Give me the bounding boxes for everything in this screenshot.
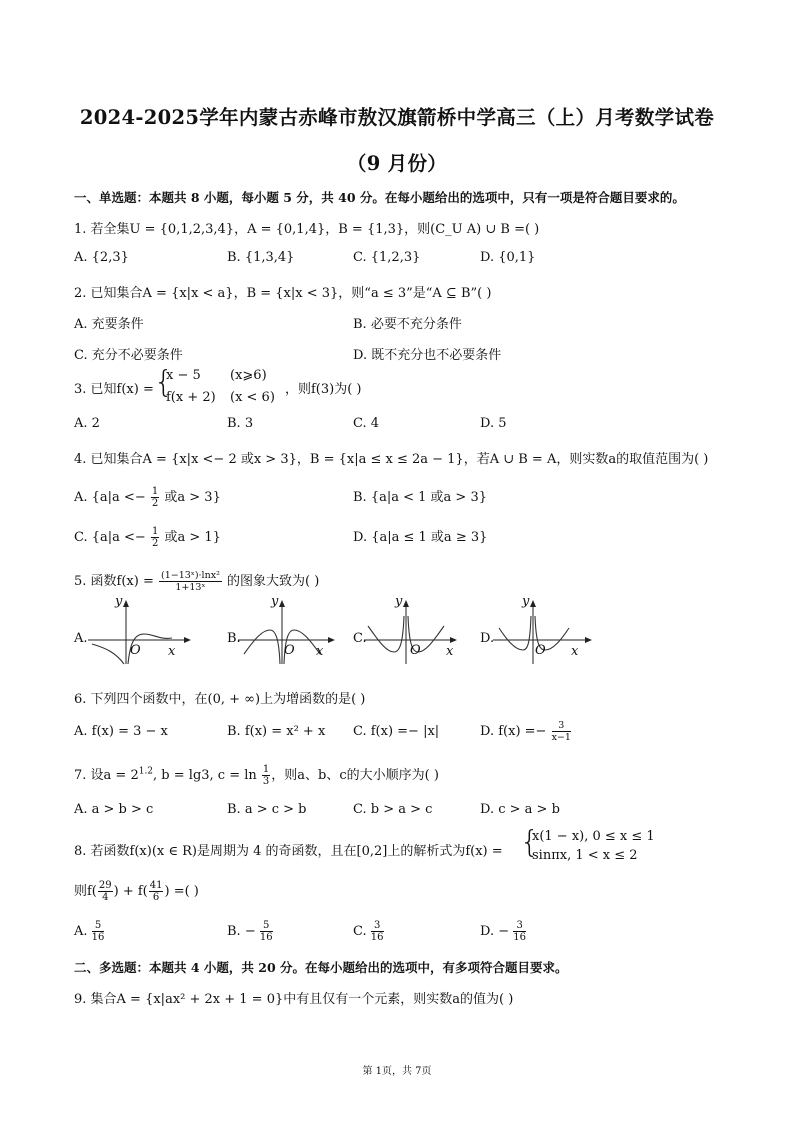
question-2-stem: 2. 已知集合A = {x|x < a}，B = {x|x < 3}，则“a ≤ 3”是“A ⊆ B”( ) xyxy=(74,286,492,301)
fraction-denominator: 1+13ˣ xyxy=(175,582,206,593)
fraction xyxy=(149,880,164,903)
q5-graph-d-label: D. xyxy=(480,631,495,646)
q3-case-2: f(x + 2) xyxy=(166,390,216,405)
fraction-numerator: 5 xyxy=(260,920,273,932)
fraction-denominator: x−1 xyxy=(551,732,571,743)
fraction xyxy=(151,486,159,509)
q2-option-b: B. 必要不充分条件 xyxy=(353,317,462,332)
curve xyxy=(499,616,531,650)
q5-a-y-label: y xyxy=(115,594,123,609)
fraction-numerator: 41 xyxy=(149,880,163,891)
fraction-numerator: 1 xyxy=(151,486,159,497)
q2-option-c: C. 充分不必要条件 xyxy=(74,348,183,363)
q3-option-a: A. 2 xyxy=(74,416,100,431)
fraction xyxy=(98,880,113,903)
x-axis-arrow xyxy=(450,637,457,643)
q1-option-d: D. {0,1} xyxy=(480,250,536,265)
fraction-denominator: 16 xyxy=(370,932,384,943)
y-axis-arrow xyxy=(279,600,285,607)
fraction-denominator: 6 xyxy=(152,892,160,903)
y-axis-arrow xyxy=(530,600,536,607)
page-footer: 第 1页，共 7页 xyxy=(362,1066,432,1077)
q3-option-d: D. 5 xyxy=(480,416,507,431)
page-title: 2024-2025学年内蒙古赤峰市敖汉旗箭桥中学高三（上）月考数学试卷 xyxy=(79,106,715,129)
fraction xyxy=(260,920,273,943)
question-1-stem: 1. 若全集U = {0,1,2,3,4}，A = {0,1,4}，B = {1,3}，则(C_U A) ∪ B =( ) xyxy=(74,222,540,237)
q8-optA-label: A. xyxy=(74,924,88,939)
q7-tail: ，则a、b、c的大小顺序为( ) xyxy=(271,768,439,783)
fraction-numerator: 3 xyxy=(371,920,384,932)
fraction-denominator: 2 xyxy=(151,538,159,549)
q7-exponent: 1.2 xyxy=(138,766,154,777)
fraction xyxy=(159,570,222,593)
question-3-lead: 3. 已知f(x) = xyxy=(74,382,154,397)
fraction xyxy=(513,920,526,943)
q2-option-a: A. 充要条件 xyxy=(74,317,144,332)
question-4-stem: 4. 已知集合A = {x|x <− 2 或x > 3}，B = {x|a ≤ x ≤ 2a − 1}，若A ∪ B = A，则实数a的取值范围为( ) xyxy=(74,452,709,467)
fraction-numerator: 1 xyxy=(151,526,159,537)
q3-tail: ，则f(3)为( ) xyxy=(285,382,362,397)
left-brace: { xyxy=(520,825,540,860)
section-heading-single-choice: 一、单选题：本题共 8 小题，每小题 5 分，共 40 分。在每小题给出的选项中，只有一项是符合题目要求的。 xyxy=(74,190,685,205)
q8-optB-label: B. − xyxy=(227,924,256,939)
curve xyxy=(368,616,404,652)
q5-d-origin: O xyxy=(535,643,546,658)
curve xyxy=(92,644,124,664)
y-axis-arrow xyxy=(403,600,409,607)
fraction-numerator: (1−13ˣ)·lnx² xyxy=(161,570,220,581)
fraction-denominator: 4 xyxy=(102,892,109,903)
q5-c-origin: O xyxy=(410,643,421,658)
q5-graph-a-label: A. xyxy=(74,631,88,646)
curve xyxy=(244,630,280,664)
q5-c-y-label: y xyxy=(395,594,403,609)
fraction-denominator: 16 xyxy=(513,932,526,943)
q4-option-a xyxy=(74,486,221,509)
fraction-numerator: 5 xyxy=(92,920,105,932)
q6-optD-pre: D. f(x) =− xyxy=(480,724,547,739)
q1-option-a: A. {2,3} xyxy=(74,250,129,265)
q6-option-a: A. f(x) = 3 − x xyxy=(74,724,168,739)
q5-graph-b-label: B. xyxy=(227,631,241,646)
q8-option-d xyxy=(480,920,526,943)
page-subtitle: （9 月份） xyxy=(346,152,448,175)
q4-optC-pre: C. {a|a <− xyxy=(74,530,146,545)
fraction-denominator: 16 xyxy=(91,932,105,943)
q7-option-a: A. a > b > c xyxy=(74,802,154,817)
q8-option-c xyxy=(353,920,384,943)
q8-case-1: x(1 − x), 0 ≤ x ≤ 1 xyxy=(532,829,655,844)
q7-option-b: B. a > c > b xyxy=(227,802,307,817)
q7-mid: , b = lg3, c = ln xyxy=(153,768,257,783)
q8-line2-mid: ) + f( xyxy=(113,884,148,899)
fraction xyxy=(262,764,270,787)
q5-b-origin: O xyxy=(284,643,295,658)
fraction-numerator: 1 xyxy=(262,764,270,775)
q7-option-d: D. c > a > b xyxy=(480,802,560,817)
q1-option-b: B. {1,3,4} xyxy=(227,250,295,265)
q5-tail: 的图象大致为( ) xyxy=(227,574,320,589)
question-7 xyxy=(74,764,439,787)
q8-case-2: sinπx, 1 < x ≤ 2 xyxy=(532,848,638,863)
left-brace: { xyxy=(154,365,174,400)
q6-option-d xyxy=(480,720,572,743)
fraction xyxy=(92,920,105,943)
x-axis-arrow xyxy=(184,637,191,643)
q4-option-d: D. {a|a ≤ 1 或a ≥ 3} xyxy=(353,530,488,545)
q8-optD-label: D. − xyxy=(480,924,510,939)
fraction-numerator: 29 xyxy=(98,880,112,891)
q4-optA-post: 或a > 3} xyxy=(164,490,221,505)
q4-option-b: B. {a|a < 1 或a > 3} xyxy=(353,490,487,505)
q7-option-c: C. b > a > c xyxy=(353,802,433,817)
fraction xyxy=(552,720,571,743)
q4-optA-pre: A. {a|a <− xyxy=(74,490,146,505)
q4-optC-post: 或a > 1} xyxy=(164,530,221,545)
q8-option-a xyxy=(74,920,104,943)
q8-option-b xyxy=(227,920,273,943)
q8-line2-tail: ) =( ) xyxy=(164,884,199,899)
q8-line-2 xyxy=(74,880,199,903)
x-axis-arrow xyxy=(328,637,335,643)
q6-option-c: C. f(x) =− |x| xyxy=(353,724,440,739)
q7-pre: 7. 设a = 2 xyxy=(74,768,139,783)
fraction xyxy=(371,920,384,943)
fraction-denominator: 3 xyxy=(262,776,270,787)
q5-graph-c-label: C. xyxy=(353,631,367,646)
section-heading-multiple-choice: 二、多选题：本题共 4 小题，共 20 分。在每小题给出的选项中，有多项符合题目要求。 xyxy=(74,960,568,975)
fraction-denominator: 16 xyxy=(259,932,273,943)
fraction-numerator: 3 xyxy=(552,720,571,732)
q5-a-x-label: x xyxy=(168,644,176,659)
q5-b-x-label: x xyxy=(316,644,324,659)
question-9-stem: 9. 集合A = {x|ax² + 2x + 1 = 0}中有且仅有一个元素，则实数a的值为( ) xyxy=(74,992,514,1007)
y-axis-arrow xyxy=(123,600,129,607)
q3-cond-2: (x < 6) xyxy=(230,390,275,405)
q5-c-x-label: x xyxy=(446,644,454,659)
x-axis-arrow xyxy=(585,637,592,643)
question-5 xyxy=(74,570,319,593)
q3-cond-1: (x⩾6) xyxy=(230,368,267,383)
q5-d-y-label: y xyxy=(522,594,530,609)
fraction xyxy=(151,526,159,549)
question-8-stem: 8. 若函数f(x)(x ∈ R)是周期为 4 的奇函数，且在[0,2]上的解析式为f(x) = xyxy=(74,844,503,859)
q5-d-x-label: x xyxy=(571,644,579,659)
fraction-denominator: 2 xyxy=(151,498,159,509)
q5-lead: 5. 函数f(x) = xyxy=(74,574,154,589)
q3-case-1: x − 5 xyxy=(166,368,201,383)
fraction-numerator: 3 xyxy=(513,920,526,932)
q1-option-c: C. {1,2,3} xyxy=(353,250,421,265)
q2-option-d: D. 既不充分也不必要条件 xyxy=(353,348,502,363)
q5-b-y-label: y xyxy=(271,594,279,609)
q6-option-b: B. f(x) = x² + x xyxy=(227,724,326,739)
q8-optC-label: C. xyxy=(353,924,367,939)
question-6-stem: 6. 下列四个函数中，在(0, + ∞)上为增函数的是( ) xyxy=(74,692,366,707)
q5-a-origin: O xyxy=(130,643,141,658)
q4-option-c xyxy=(74,526,221,549)
q8-line2-pre: 则f( xyxy=(74,884,97,899)
q3-option-c: C. 4 xyxy=(353,416,380,431)
q3-option-b: B. 3 xyxy=(227,416,254,431)
